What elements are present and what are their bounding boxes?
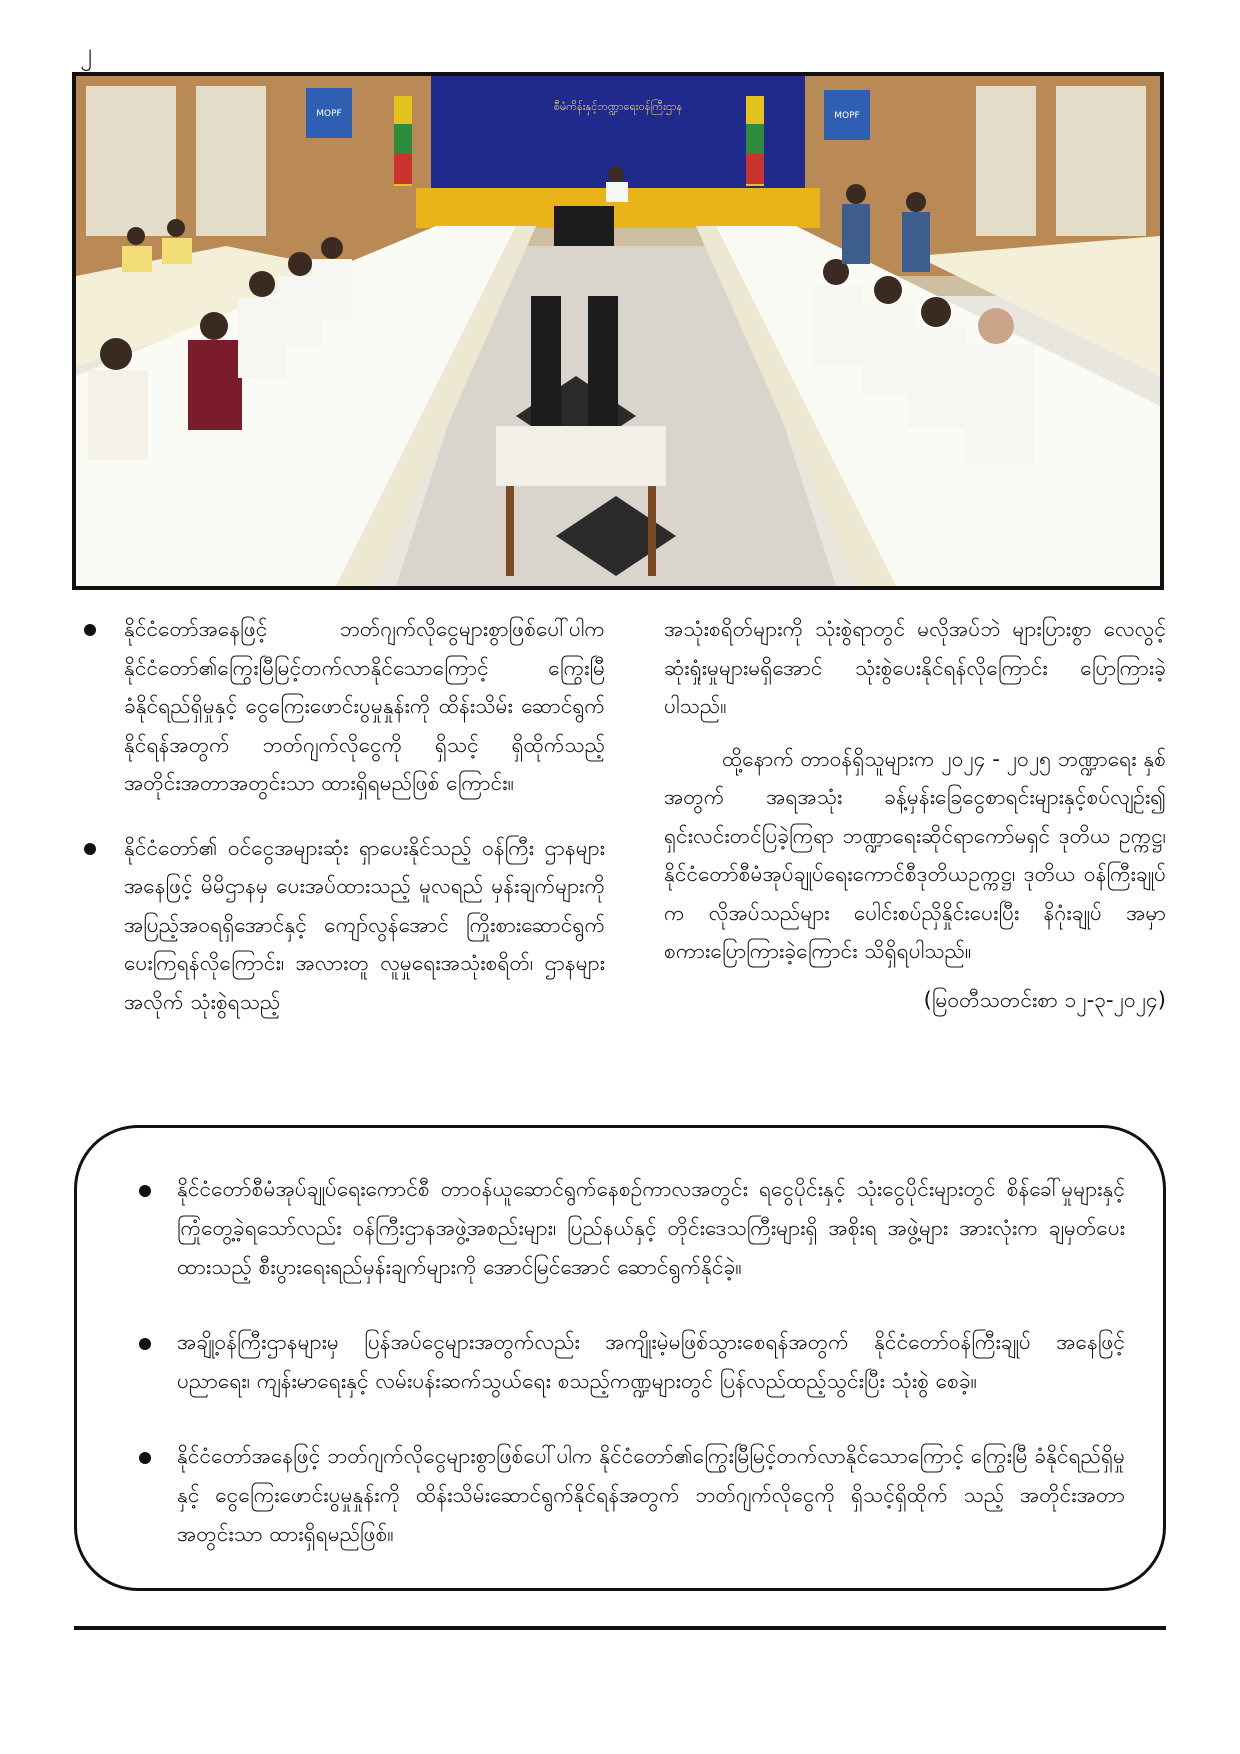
bullet-text: အချို့ဝန်ကြီးဌာနများမှ ပြန်အပ်ငွေများအတွက်လည်း အကျိုးမဲ့မဖြစ်သွားစေရန်အတွက် နိုင်ငံတော်ဝန်ကြီးချုပ် အနေဖြင့် ပညာရေး၊ ကျန်းမာရေးနှင့် လမ်းပန်းဆက်သွယ်ရေး စသည့်ကဏ္ဍများတွင် ပြန်လည်ထည့်သွင်းပြီး သုံးစွဲ စေခဲ့။ bbox=[177, 1330, 1125, 1393]
bullet-dot bbox=[139, 1338, 151, 1350]
bullet-item bbox=[121, 1170, 1125, 1287]
source-citation: (မြဝတီသတင်းစာ ၁၂-၃-၂၀၂၄) bbox=[923, 987, 1166, 1012]
bullet-item bbox=[80, 610, 605, 803]
bullet-item bbox=[121, 1323, 1125, 1401]
closing-paragraph: ထို့နောက် တာဝန်ရှိသူများက ၂၀၂၄ - ၂၀၂၅ ဘဏ္ဍာရေး နှစ်အတွက် အရအသုံး ခန့်မှန်းခြေငွေစာရင်းများနှင့်စပ်လျဉ်း၍ ရှင်းလင်းတင်ပြခဲ့ကြရာ ဘဏ္ဍာရေးဆိုင်ရာကော်မရှင် ဒုတိယ ဥက္ကဋ္ဌ၊ နိုင်ငံတော်စီမံအုပ်ချုပ်ရေးကောင်စီဒုတိယဥက္ကဋ္ဌ၊ ဒုတိယ ဝန်ကြီးချုပ်က လိုအပ်သည်များ ပေါင်းစပ်ညှိနှိုင်းပေးပြီး နိဂုံးချုပ် အမှာစကားပြောကြားခဲ့ကြောင်း သိရှိရပါသည်။ bbox=[664, 746, 1166, 963]
mopf-sign-right: MOPF bbox=[834, 111, 860, 121]
bullet-item bbox=[121, 1437, 1125, 1554]
page-number: ၂ bbox=[80, 38, 92, 66]
left-column bbox=[80, 610, 605, 1047]
bullet-text: နိုင်ငံတော်၏ ဝင်ငွေအများဆုံး ရှာပေးနိုင်သည့် ဝန်ကြီး ဌာနများအနေဖြင့် မိမိဌာနမှ ပေးအပ်ထားသည့် မူလရည် မှန်းချက်များကို အပြည့်အဝရရှိအောင်နှင့် ကျော်လွန်အောင် ကြိုးစားဆောင်ရွက်ပေးကြရန်လိုကြောင်း၊ အလားတူ လူမှုရေးအသုံးစရိတ်၊ ဌာနများအလိုက် သုံးစွဲရသည့် bbox=[124, 835, 605, 1014]
bullet-dot bbox=[84, 843, 96, 855]
bullet-text: နိုင်ငံတော်အနေဖြင့် ဘတ်ဂျက်လိုငွေများစွာဖြစ်ပေါ်ပါက နိုင်ငံတော်၏ကြွေးမြီမြင့်တက်လာနိုင်သောကြောင့် ကြွေးမြီ ခံနိုင်ရည်ရှိမှုနှင့် ငွေကြေးဖောင်းပွမှုနှုန်းကို ထိန်းသိမ်းဆောင်ရွက်နိုင်ရန်အတွက် ဘတ်ဂျက်လိုငွေကို ရှိသင့်ရှိထိုက် သည့် အတိုင်းအတာအတွင်းသာ ထားရှိရမည်ဖြစ်။ bbox=[177, 1444, 1125, 1546]
mopf-sign-left: MOPF bbox=[316, 109, 342, 119]
right-column bbox=[664, 610, 1166, 1019]
bullet-text: နိုင်ငံတော်စီမံအုပ်ချုပ်ရေးကောင်စီ တာဝန်ယူဆောင်ရွက်နေစဉ်ကာလအတွင်း ရငွေပိုင်းနှင့် သုံးငွေပိုင်းများတွင် စိန်ခေါ်မှုများနှင့်ကြုံတွေ့ခဲ့ရသော်လည်း ဝန်ကြီးဌာနအဖွဲ့အစည်းများ၊ ပြည်နယ်နှင့် တိုင်းဒေသကြီးများရှိ အစိုးရ အဖွဲ့များ အားလုံးက ချမှတ်ပေးထားသည့် စီးပွားရေးရည်မှန်းချက်များကို အောင်မြင်အောင် ဆောင်ရွက်နိုင်ခဲ့။ bbox=[177, 1177, 1125, 1279]
stage-banner: စီမံကိန်းနှင့်ဘဏ္ဍာရေးဝန်ကြီးဌာန bbox=[553, 100, 683, 113]
bullet-dot bbox=[139, 1452, 151, 1464]
bullet-dot bbox=[84, 624, 96, 636]
footer-rule bbox=[74, 1626, 1166, 1630]
summary-box bbox=[74, 1125, 1166, 1591]
meeting-photo bbox=[72, 72, 1164, 590]
bullet-text: နိုင်ငံတော်အနေဖြင့် ဘတ်ဂျက်လိုငွေများစွာဖြစ်ပေါ်ပါက နိုင်ငံတော်၏ကြွေးမြီမြင့်တက်လာနိုင်သောကြောင့် ကြွေးမြီ ခံနိုင်ရည်ရှိမှုနှင့် ငွေကြေးဖောင်းပွမှုနှုန်းကို ထိန်းသိမ်း ဆောင်ရွက်နိုင်ရန်အတွက် ဘတ်ဂျက်လိုငွေကို ရှိသင့် ရှိထိုက်သည့် အတိုင်းအတာအတွင်းသာ ထားရှိရမည်ဖြစ် ကြောင်း။ bbox=[124, 617, 605, 795]
bullet-item bbox=[80, 829, 605, 1022]
bullet-dot bbox=[139, 1185, 151, 1197]
continuation-text: အသုံးစရိတ်များကို သုံးစွဲရာတွင် မလိုအပ်ဘဲ များပြားစွာ လေလွင့်ဆုံးရှုံးမှုများမရှိအောင် သုံးစွဲပေးနိုင်ရန်လိုကြောင်း ပြောကြားခဲ့ပါသည်။ bbox=[664, 617, 1166, 718]
